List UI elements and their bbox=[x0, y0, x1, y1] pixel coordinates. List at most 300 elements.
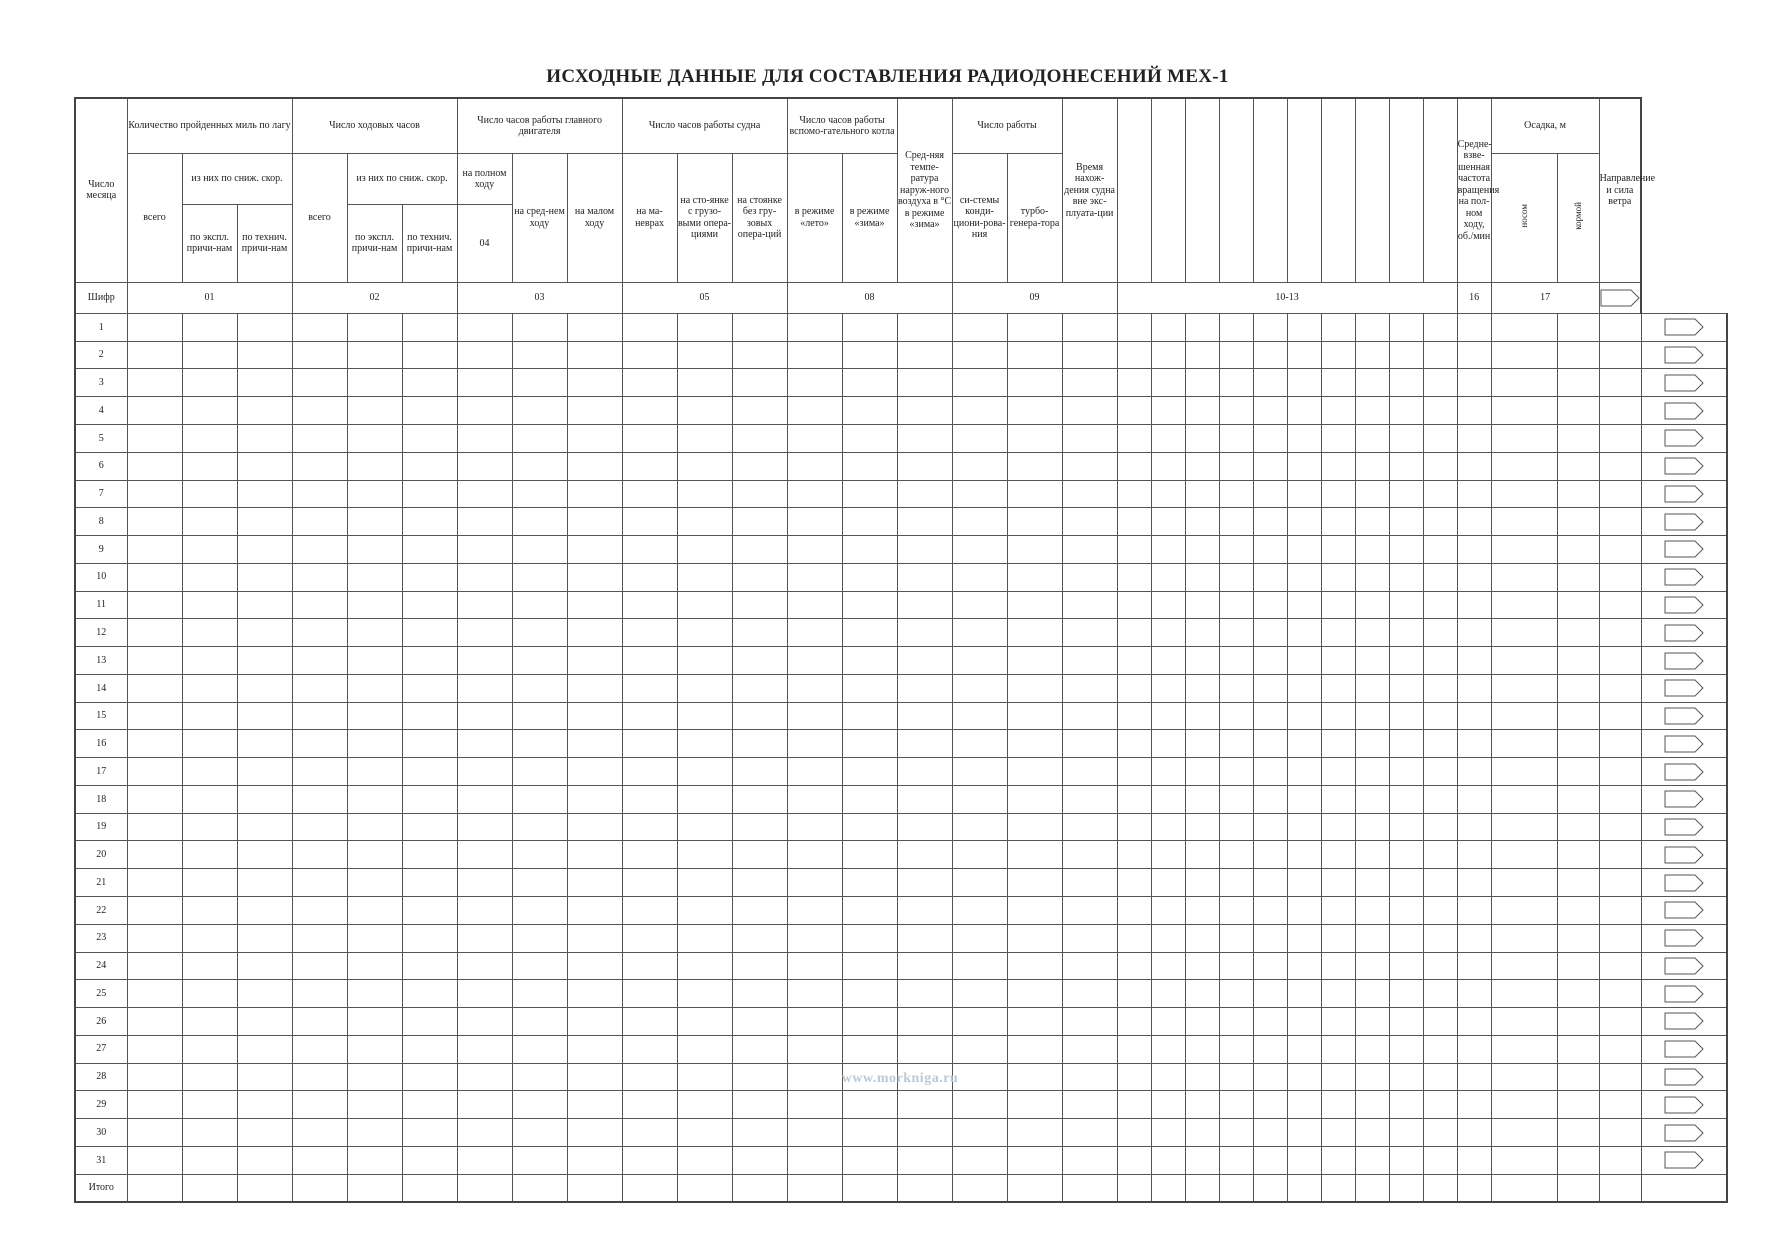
data-cell[interactable] bbox=[787, 1174, 842, 1202]
data-cell[interactable] bbox=[1253, 980, 1287, 1008]
data-cell[interactable] bbox=[1253, 1174, 1287, 1202]
data-cell[interactable] bbox=[1062, 647, 1117, 675]
data-cell[interactable] bbox=[512, 1146, 567, 1174]
data-cell[interactable] bbox=[952, 563, 1007, 591]
data-cell[interactable] bbox=[1355, 758, 1389, 786]
data-cell[interactable] bbox=[732, 397, 787, 425]
data-cell[interactable] bbox=[237, 897, 292, 925]
data-cell[interactable] bbox=[127, 813, 182, 841]
data-cell[interactable] bbox=[622, 897, 677, 925]
data-cell[interactable] bbox=[1491, 952, 1557, 980]
data-cell[interactable] bbox=[842, 452, 897, 480]
data-cell[interactable] bbox=[1491, 619, 1557, 647]
data-cell[interactable] bbox=[952, 1146, 1007, 1174]
data-cell[interactable] bbox=[1117, 1035, 1151, 1063]
data-cell[interactable] bbox=[1457, 369, 1491, 397]
data-cell[interactable] bbox=[1287, 536, 1321, 564]
data-cell[interactable] bbox=[402, 980, 457, 1008]
data-cell[interactable] bbox=[842, 369, 897, 397]
wind-cell[interactable] bbox=[1641, 1035, 1727, 1063]
data-cell[interactable] bbox=[1389, 1091, 1423, 1119]
data-cell[interactable] bbox=[1389, 536, 1423, 564]
data-cell[interactable] bbox=[677, 1119, 732, 1147]
data-cell[interactable] bbox=[292, 1091, 347, 1119]
data-cell[interactable] bbox=[1219, 1035, 1253, 1063]
data-cell[interactable] bbox=[622, 813, 677, 841]
data-cell[interactable] bbox=[1287, 647, 1321, 675]
data-cell[interactable] bbox=[1457, 1063, 1491, 1091]
data-cell[interactable] bbox=[182, 369, 237, 397]
data-cell[interactable] bbox=[457, 924, 512, 952]
data-cell[interactable] bbox=[1151, 702, 1185, 730]
data-cell[interactable] bbox=[1321, 1063, 1355, 1091]
data-cell[interactable] bbox=[292, 369, 347, 397]
data-cell[interactable] bbox=[567, 730, 622, 758]
data-cell[interactable] bbox=[897, 341, 952, 369]
data-cell[interactable] bbox=[1321, 1146, 1355, 1174]
data-cell[interactable] bbox=[1355, 1119, 1389, 1147]
data-cell[interactable] bbox=[622, 452, 677, 480]
data-cell[interactable] bbox=[1491, 702, 1557, 730]
data-cell[interactable] bbox=[512, 313, 567, 341]
data-cell[interactable] bbox=[457, 397, 512, 425]
data-cell[interactable] bbox=[1389, 425, 1423, 453]
data-cell[interactable] bbox=[622, 619, 677, 647]
data-cell[interactable] bbox=[292, 952, 347, 980]
data-cell[interactable] bbox=[897, 425, 952, 453]
data-cell[interactable] bbox=[237, 313, 292, 341]
wind-cell[interactable] bbox=[1641, 674, 1727, 702]
data-cell[interactable] bbox=[1321, 758, 1355, 786]
data-cell[interactable] bbox=[1185, 980, 1219, 1008]
data-cell[interactable] bbox=[952, 536, 1007, 564]
data-cell[interactable] bbox=[1355, 1008, 1389, 1036]
data-cell[interactable] bbox=[952, 813, 1007, 841]
wind-cell[interactable] bbox=[1641, 869, 1727, 897]
data-cell[interactable] bbox=[292, 452, 347, 480]
data-cell[interactable] bbox=[1287, 897, 1321, 925]
data-cell[interactable] bbox=[182, 924, 237, 952]
data-cell[interactable] bbox=[1151, 591, 1185, 619]
data-cell[interactable] bbox=[1389, 341, 1423, 369]
data-cell[interactable] bbox=[1062, 730, 1117, 758]
data-cell[interactable] bbox=[952, 480, 1007, 508]
data-cell[interactable] bbox=[1321, 563, 1355, 591]
data-cell[interactable] bbox=[457, 869, 512, 897]
wind-cell[interactable] bbox=[1641, 1146, 1727, 1174]
data-cell[interactable] bbox=[842, 647, 897, 675]
data-cell[interactable] bbox=[1185, 480, 1219, 508]
data-cell[interactable] bbox=[292, 480, 347, 508]
data-cell[interactable] bbox=[1457, 674, 1491, 702]
data-cell[interactable] bbox=[1599, 591, 1641, 619]
data-cell[interactable] bbox=[1491, 452, 1557, 480]
data-cell[interactable] bbox=[1287, 1146, 1321, 1174]
data-cell[interactable] bbox=[1253, 647, 1287, 675]
data-cell[interactable] bbox=[1423, 1174, 1457, 1202]
data-cell[interactable] bbox=[1599, 508, 1641, 536]
data-cell[interactable] bbox=[1423, 619, 1457, 647]
data-cell[interactable] bbox=[897, 369, 952, 397]
data-cell[interactable] bbox=[842, 1174, 897, 1202]
data-cell[interactable] bbox=[842, 730, 897, 758]
data-cell[interactable] bbox=[677, 897, 732, 925]
data-cell[interactable] bbox=[1219, 425, 1253, 453]
data-cell[interactable] bbox=[127, 452, 182, 480]
data-cell[interactable] bbox=[292, 508, 347, 536]
data-cell[interactable] bbox=[1389, 619, 1423, 647]
data-cell[interactable] bbox=[1185, 1063, 1219, 1091]
data-cell[interactable] bbox=[1007, 1091, 1062, 1119]
data-cell[interactable] bbox=[1389, 674, 1423, 702]
data-cell[interactable] bbox=[347, 758, 402, 786]
data-cell[interactable] bbox=[1423, 1008, 1457, 1036]
data-cell[interactable] bbox=[677, 869, 732, 897]
data-cell[interactable] bbox=[1599, 702, 1641, 730]
data-cell[interactable] bbox=[1423, 480, 1457, 508]
data-cell[interactable] bbox=[1491, 480, 1557, 508]
data-cell[interactable] bbox=[787, 897, 842, 925]
data-cell[interactable] bbox=[952, 1119, 1007, 1147]
data-cell[interactable] bbox=[1219, 730, 1253, 758]
data-cell[interactable] bbox=[1151, 508, 1185, 536]
data-cell[interactable] bbox=[1491, 841, 1557, 869]
data-cell[interactable] bbox=[567, 480, 622, 508]
data-cell[interactable] bbox=[1389, 730, 1423, 758]
data-cell[interactable] bbox=[182, 619, 237, 647]
data-cell[interactable] bbox=[347, 397, 402, 425]
data-cell[interactable] bbox=[402, 841, 457, 869]
data-cell[interactable] bbox=[1219, 480, 1253, 508]
data-cell[interactable] bbox=[512, 369, 567, 397]
data-cell[interactable] bbox=[1423, 647, 1457, 675]
data-cell[interactable] bbox=[1151, 563, 1185, 591]
data-cell[interactable] bbox=[897, 813, 952, 841]
data-cell[interactable] bbox=[1007, 619, 1062, 647]
data-cell[interactable] bbox=[182, 813, 237, 841]
data-cell[interactable] bbox=[1287, 425, 1321, 453]
data-cell[interactable] bbox=[1253, 730, 1287, 758]
data-cell[interactable] bbox=[1151, 1146, 1185, 1174]
data-cell[interactable] bbox=[182, 730, 237, 758]
data-cell[interactable] bbox=[842, 952, 897, 980]
data-cell[interactable] bbox=[182, 674, 237, 702]
data-cell[interactable] bbox=[897, 897, 952, 925]
data-cell[interactable] bbox=[1599, 425, 1641, 453]
data-cell[interactable] bbox=[1491, 869, 1557, 897]
data-cell[interactable] bbox=[567, 674, 622, 702]
data-cell[interactable] bbox=[1062, 924, 1117, 952]
data-cell[interactable] bbox=[1599, 536, 1641, 564]
data-cell[interactable] bbox=[1185, 869, 1219, 897]
data-cell[interactable] bbox=[457, 1063, 512, 1091]
data-cell[interactable] bbox=[1599, 924, 1641, 952]
data-cell[interactable] bbox=[622, 924, 677, 952]
data-cell[interactable] bbox=[1557, 452, 1599, 480]
wind-cell[interactable] bbox=[1641, 508, 1727, 536]
data-cell[interactable] bbox=[1457, 980, 1491, 1008]
data-cell[interactable] bbox=[292, 674, 347, 702]
data-cell[interactable] bbox=[1219, 758, 1253, 786]
data-cell[interactable] bbox=[842, 980, 897, 1008]
data-cell[interactable] bbox=[787, 619, 842, 647]
data-cell[interactable] bbox=[1423, 508, 1457, 536]
data-cell[interactable] bbox=[1457, 785, 1491, 813]
data-cell[interactable] bbox=[1007, 952, 1062, 980]
data-cell[interactable] bbox=[1287, 702, 1321, 730]
wind-cell[interactable] bbox=[1641, 980, 1727, 1008]
data-cell[interactable] bbox=[292, 425, 347, 453]
data-cell[interactable] bbox=[622, 980, 677, 1008]
data-cell[interactable] bbox=[1253, 758, 1287, 786]
data-cell[interactable] bbox=[1491, 369, 1557, 397]
data-cell[interactable] bbox=[897, 1174, 952, 1202]
data-cell[interactable] bbox=[1457, 813, 1491, 841]
data-cell[interactable] bbox=[402, 536, 457, 564]
data-cell[interactable] bbox=[512, 508, 567, 536]
data-cell[interactable] bbox=[1117, 1146, 1151, 1174]
data-cell[interactable] bbox=[1457, 1091, 1491, 1119]
data-cell[interactable] bbox=[842, 619, 897, 647]
data-cell[interactable] bbox=[182, 1008, 237, 1036]
data-cell[interactable] bbox=[402, 1174, 457, 1202]
data-cell[interactable] bbox=[897, 785, 952, 813]
data-cell[interactable] bbox=[1062, 341, 1117, 369]
data-cell[interactable] bbox=[1062, 758, 1117, 786]
data-cell[interactable] bbox=[347, 369, 402, 397]
data-cell[interactable] bbox=[1557, 480, 1599, 508]
data-cell[interactable] bbox=[347, 313, 402, 341]
wind-cell[interactable] bbox=[1641, 480, 1727, 508]
data-cell[interactable] bbox=[787, 841, 842, 869]
data-cell[interactable] bbox=[1457, 480, 1491, 508]
data-cell[interactable] bbox=[1151, 341, 1185, 369]
data-cell[interactable] bbox=[1062, 313, 1117, 341]
data-cell[interactable] bbox=[1219, 508, 1253, 536]
data-cell[interactable] bbox=[897, 619, 952, 647]
data-cell[interactable] bbox=[127, 563, 182, 591]
data-cell[interactable] bbox=[567, 952, 622, 980]
data-cell[interactable] bbox=[1457, 508, 1491, 536]
data-cell[interactable] bbox=[842, 841, 897, 869]
data-cell[interactable] bbox=[1117, 1174, 1151, 1202]
data-cell[interactable] bbox=[512, 1091, 567, 1119]
data-cell[interactable] bbox=[1389, 869, 1423, 897]
data-cell[interactable] bbox=[1321, 313, 1355, 341]
data-cell[interactable] bbox=[1491, 536, 1557, 564]
data-cell[interactable] bbox=[842, 674, 897, 702]
wind-cell[interactable] bbox=[1641, 1063, 1727, 1091]
data-cell[interactable] bbox=[952, 758, 1007, 786]
data-cell[interactable] bbox=[1253, 397, 1287, 425]
data-cell[interactable] bbox=[402, 924, 457, 952]
data-cell[interactable] bbox=[127, 313, 182, 341]
data-cell[interactable] bbox=[402, 1119, 457, 1147]
data-cell[interactable] bbox=[1491, 730, 1557, 758]
data-cell[interactable] bbox=[512, 897, 567, 925]
data-cell[interactable] bbox=[347, 980, 402, 1008]
data-cell[interactable] bbox=[1007, 508, 1062, 536]
data-cell[interactable] bbox=[787, 369, 842, 397]
data-cell[interactable] bbox=[1599, 563, 1641, 591]
data-cell[interactable] bbox=[1355, 647, 1389, 675]
data-cell[interactable] bbox=[1007, 980, 1062, 1008]
data-cell[interactable] bbox=[732, 1091, 787, 1119]
data-cell[interactable] bbox=[1007, 674, 1062, 702]
data-cell[interactable] bbox=[1599, 897, 1641, 925]
data-cell[interactable] bbox=[457, 1174, 512, 1202]
data-cell[interactable] bbox=[1062, 1174, 1117, 1202]
data-cell[interactable] bbox=[1491, 1174, 1557, 1202]
data-cell[interactable] bbox=[1219, 1119, 1253, 1147]
data-cell[interactable] bbox=[732, 369, 787, 397]
data-cell[interactable] bbox=[1062, 1063, 1117, 1091]
data-cell[interactable] bbox=[1557, 924, 1599, 952]
data-cell[interactable] bbox=[1151, 1119, 1185, 1147]
data-cell[interactable] bbox=[677, 1091, 732, 1119]
data-cell[interactable] bbox=[1557, 536, 1599, 564]
data-cell[interactable] bbox=[1389, 952, 1423, 980]
data-cell[interactable] bbox=[402, 730, 457, 758]
data-cell[interactable] bbox=[1253, 1091, 1287, 1119]
data-cell[interactable] bbox=[457, 1091, 512, 1119]
data-cell[interactable] bbox=[677, 785, 732, 813]
data-cell[interactable] bbox=[1253, 563, 1287, 591]
data-cell[interactable] bbox=[732, 758, 787, 786]
wind-cell[interactable] bbox=[1641, 730, 1727, 758]
data-cell[interactable] bbox=[1287, 813, 1321, 841]
data-cell[interactable] bbox=[1321, 452, 1355, 480]
data-cell[interactable] bbox=[402, 313, 457, 341]
data-cell[interactable] bbox=[1457, 591, 1491, 619]
data-cell[interactable] bbox=[677, 619, 732, 647]
data-cell[interactable] bbox=[622, 647, 677, 675]
data-cell[interactable] bbox=[732, 563, 787, 591]
wind-cell[interactable] bbox=[1641, 758, 1727, 786]
data-cell[interactable] bbox=[1151, 813, 1185, 841]
data-cell[interactable] bbox=[897, 841, 952, 869]
data-cell[interactable] bbox=[1321, 480, 1355, 508]
data-cell[interactable] bbox=[1491, 674, 1557, 702]
data-cell[interactable] bbox=[1117, 619, 1151, 647]
data-cell[interactable] bbox=[1287, 452, 1321, 480]
data-cell[interactable] bbox=[1117, 647, 1151, 675]
data-cell[interactable] bbox=[402, 869, 457, 897]
data-cell[interactable] bbox=[677, 1146, 732, 1174]
data-cell[interactable] bbox=[127, 897, 182, 925]
data-cell[interactable] bbox=[237, 591, 292, 619]
data-cell[interactable] bbox=[1185, 647, 1219, 675]
data-cell[interactable] bbox=[842, 758, 897, 786]
data-cell[interactable] bbox=[1599, 619, 1641, 647]
data-cell[interactable] bbox=[292, 341, 347, 369]
data-cell[interactable] bbox=[952, 841, 1007, 869]
data-cell[interactable] bbox=[1151, 674, 1185, 702]
data-cell[interactable] bbox=[402, 1063, 457, 1091]
data-cell[interactable] bbox=[1185, 508, 1219, 536]
data-cell[interactable] bbox=[402, 591, 457, 619]
data-cell[interactable] bbox=[292, 313, 347, 341]
data-cell[interactable] bbox=[1557, 619, 1599, 647]
data-cell[interactable] bbox=[402, 619, 457, 647]
data-cell[interactable] bbox=[1599, 369, 1641, 397]
data-cell[interactable] bbox=[842, 869, 897, 897]
data-cell[interactable] bbox=[1557, 563, 1599, 591]
data-cell[interactable] bbox=[1599, 1091, 1641, 1119]
data-cell[interactable] bbox=[292, 897, 347, 925]
data-cell[interactable] bbox=[347, 1008, 402, 1036]
data-cell[interactable] bbox=[1457, 1174, 1491, 1202]
data-cell[interactable] bbox=[1355, 730, 1389, 758]
data-cell[interactable] bbox=[842, 341, 897, 369]
data-cell[interactable] bbox=[1321, 341, 1355, 369]
data-cell[interactable] bbox=[1389, 369, 1423, 397]
data-cell[interactable] bbox=[292, 813, 347, 841]
data-cell[interactable] bbox=[1219, 813, 1253, 841]
data-cell[interactable] bbox=[1557, 813, 1599, 841]
data-cell[interactable] bbox=[1219, 1174, 1253, 1202]
data-cell[interactable] bbox=[1355, 813, 1389, 841]
data-cell[interactable] bbox=[402, 425, 457, 453]
data-cell[interactable] bbox=[1185, 369, 1219, 397]
data-cell[interactable] bbox=[567, 508, 622, 536]
data-cell[interactable] bbox=[1457, 1146, 1491, 1174]
data-cell[interactable] bbox=[1491, 758, 1557, 786]
data-cell[interactable] bbox=[1007, 1035, 1062, 1063]
data-cell[interactable] bbox=[1389, 702, 1423, 730]
data-cell[interactable] bbox=[512, 869, 567, 897]
data-cell[interactable] bbox=[237, 952, 292, 980]
data-cell[interactable] bbox=[292, 730, 347, 758]
data-cell[interactable] bbox=[1117, 813, 1151, 841]
data-cell[interactable] bbox=[567, 397, 622, 425]
data-cell[interactable] bbox=[1423, 813, 1457, 841]
data-cell[interactable] bbox=[1185, 1008, 1219, 1036]
data-cell[interactable] bbox=[732, 702, 787, 730]
data-cell[interactable] bbox=[622, 1091, 677, 1119]
data-cell[interactable] bbox=[127, 841, 182, 869]
data-cell[interactable] bbox=[677, 702, 732, 730]
data-cell[interactable] bbox=[1253, 1063, 1287, 1091]
data-cell[interactable] bbox=[457, 813, 512, 841]
data-cell[interactable] bbox=[1151, 1035, 1185, 1063]
data-cell[interactable] bbox=[1062, 425, 1117, 453]
data-cell[interactable] bbox=[1491, 397, 1557, 425]
data-cell[interactable] bbox=[237, 924, 292, 952]
data-cell[interactable] bbox=[1491, 785, 1557, 813]
data-cell[interactable] bbox=[237, 563, 292, 591]
data-cell[interactable] bbox=[1389, 758, 1423, 786]
data-cell[interactable] bbox=[1219, 785, 1253, 813]
data-cell[interactable] bbox=[567, 1035, 622, 1063]
data-cell[interactable] bbox=[237, 1063, 292, 1091]
data-cell[interactable] bbox=[1117, 1063, 1151, 1091]
data-cell[interactable] bbox=[1557, 841, 1599, 869]
data-cell[interactable] bbox=[1321, 730, 1355, 758]
data-cell[interactable] bbox=[1389, 508, 1423, 536]
data-cell[interactable] bbox=[512, 1119, 567, 1147]
wind-cell[interactable] bbox=[1641, 397, 1727, 425]
data-cell[interactable] bbox=[347, 1091, 402, 1119]
data-cell[interactable] bbox=[842, 536, 897, 564]
data-cell[interactable] bbox=[787, 452, 842, 480]
data-cell[interactable] bbox=[402, 480, 457, 508]
wind-cell[interactable] bbox=[1641, 369, 1727, 397]
data-cell[interactable] bbox=[567, 619, 622, 647]
data-cell[interactable] bbox=[457, 841, 512, 869]
data-cell[interactable] bbox=[1321, 508, 1355, 536]
data-cell[interactable] bbox=[512, 563, 567, 591]
